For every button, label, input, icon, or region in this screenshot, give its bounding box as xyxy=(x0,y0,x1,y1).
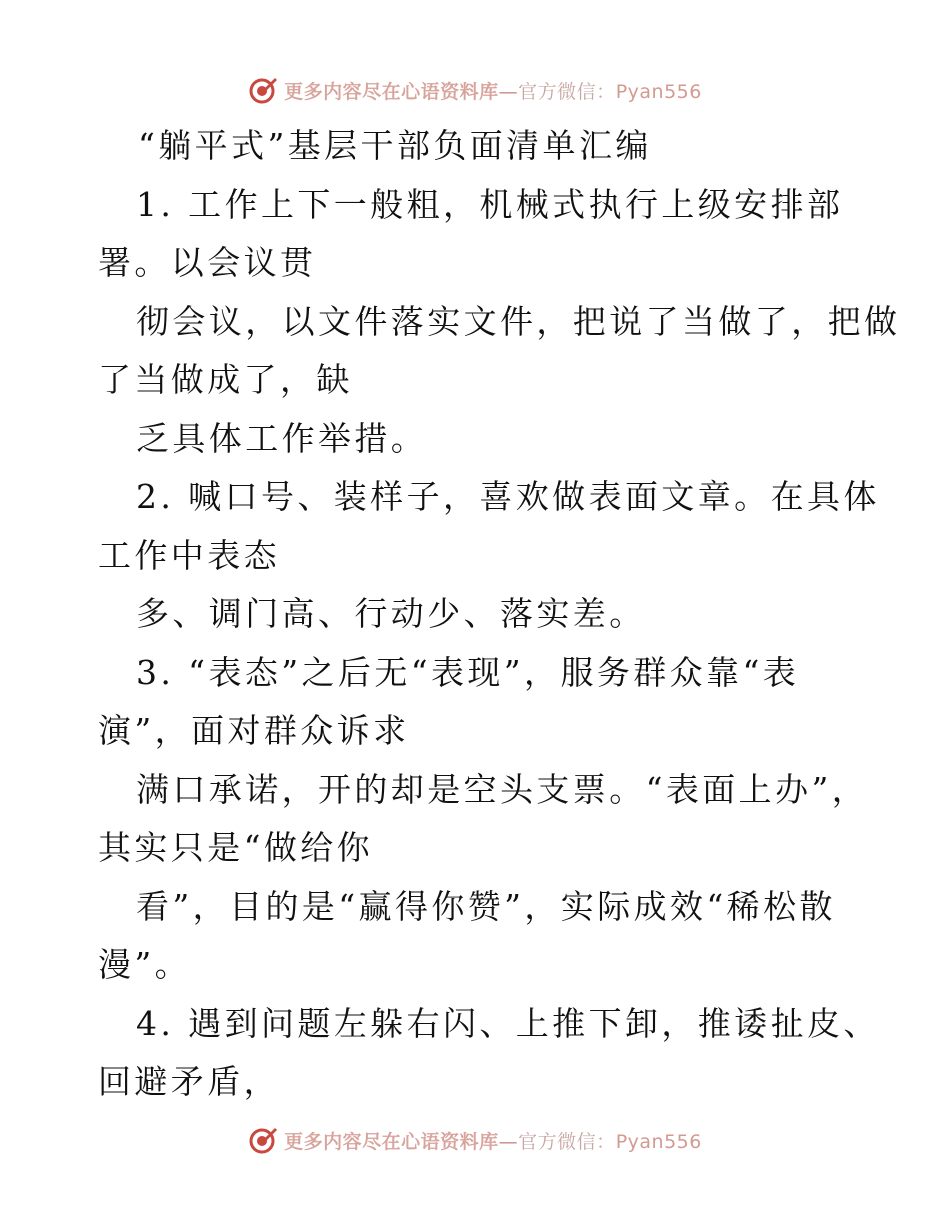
watermark-id: Pyan556 xyxy=(615,1130,702,1153)
watermark-text xyxy=(284,1127,702,1154)
pen-logo-icon xyxy=(248,1125,278,1155)
text-line: 乏具体工作举措。 xyxy=(136,419,428,458)
text-line: 演”，面对群众诉求 xyxy=(98,711,410,750)
watermark-sub: 官方微信： xyxy=(518,1130,616,1153)
text-line: 其实只是“做给你 xyxy=(98,828,374,867)
document-title: “躺平式”基层干部负面清单汇编 xyxy=(138,126,652,165)
text-line: 了当做成了，缺 xyxy=(98,360,353,399)
text-line: 工作中表态 xyxy=(98,536,280,575)
text-line: 满口承诺，开的却是空头支票。“表面上办”， xyxy=(136,770,869,809)
footer-watermark xyxy=(0,1120,950,1160)
text-line: 3. “表态”之后无“表现”，服务群众靠“表 xyxy=(136,653,800,692)
text-line: 2. 喊口号、装样子，喜欢做表面文章。在具体 xyxy=(136,477,880,516)
header-watermark xyxy=(0,70,950,110)
text-line: 漫”。 xyxy=(98,945,192,984)
watermark-main: 更多内容尽在心语资料库 xyxy=(284,80,499,103)
text-line: 1. 工作上下一般粗，机械式执行上级安排部 xyxy=(136,185,844,224)
watermark-text xyxy=(284,77,702,104)
text-line: 看”，目的是“赢得你赞”，实际成效“稀松散 xyxy=(136,887,836,926)
watermark-sub: 官方微信： xyxy=(518,80,616,103)
watermark-id: Pyan556 xyxy=(615,80,702,103)
pen-logo-icon xyxy=(248,75,278,105)
watermark-dash: — xyxy=(498,80,519,103)
watermark-dash: — xyxy=(498,1130,519,1153)
watermark-main: 更多内容尽在心语资料库 xyxy=(284,1130,499,1153)
text-line: 多、调门高、行动少、落实差。 xyxy=(136,594,646,633)
text-line: 彻会议，以文件落实文件，把说了当做了，把做 xyxy=(136,302,901,341)
text-line: 4. 遇到问题左躲右闪、上推下卸，推诿扯皮、 xyxy=(136,1004,880,1043)
text-line: 署。以会议贯 xyxy=(98,243,317,282)
text-line: 回避矛盾， xyxy=(98,1062,280,1101)
